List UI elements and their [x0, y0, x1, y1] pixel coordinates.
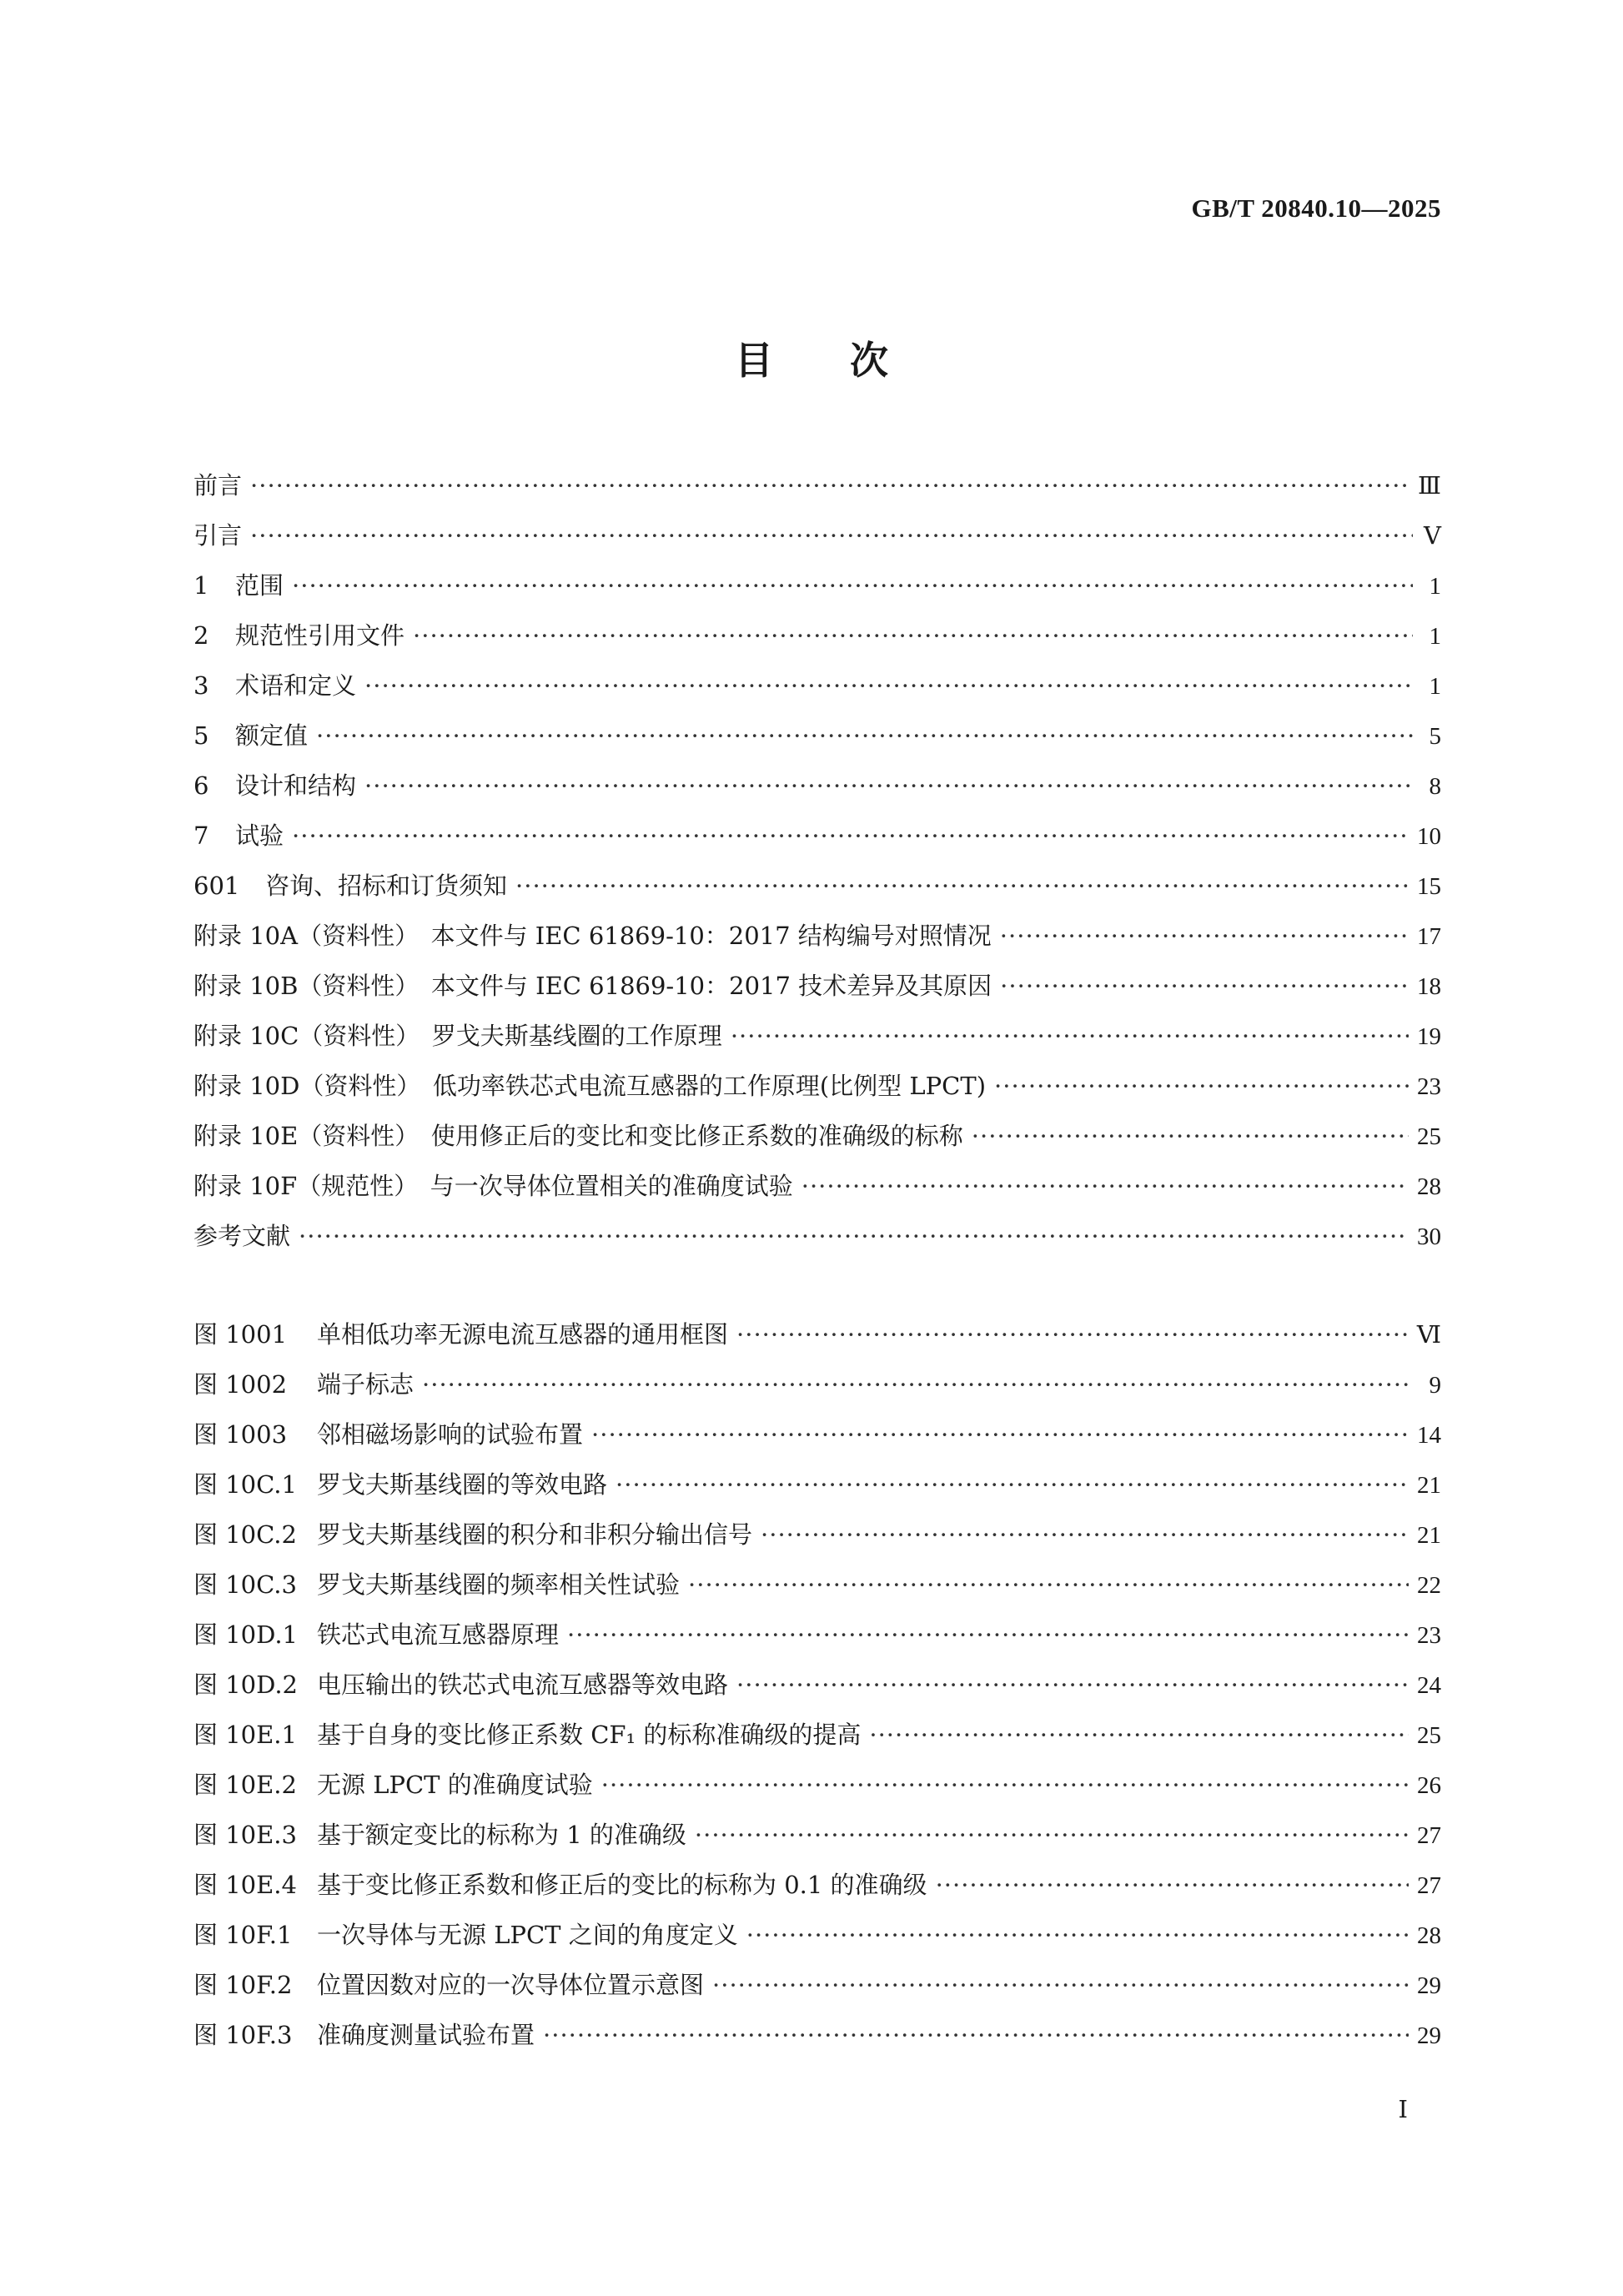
toc-entry-title: 额定值	[235, 721, 309, 750]
toc-entry-introduction[interactable]	[193, 510, 1441, 560]
dot-leader	[250, 460, 1409, 510]
figure-title: 电压输出的铁芯式电流互感器等效电路	[317, 1671, 729, 1699]
toc-entry-title: 咨询、招标和订货须知	[265, 872, 508, 900]
toc-entry-number: 6	[193, 771, 209, 800]
figure-title: 位置因数对应的一次导体位置示意图	[317, 1971, 705, 1999]
page-title: 目次	[735, 338, 965, 383]
dot-leader	[292, 811, 1409, 861]
figure-entry-label	[193, 1660, 728, 1710]
figure-entry-label	[193, 1710, 861, 1760]
figure-title: 单相低功率无源电流互感器的通用框图	[317, 1320, 729, 1349]
figure-entry-label	[193, 1960, 704, 2010]
figure-entry-10d1[interactable]	[193, 1610, 1441, 1660]
toc-entry-label: 参考文献	[193, 1222, 291, 1250]
dot-leader	[736, 1309, 1409, 1359]
dot-leader	[616, 1459, 1409, 1510]
toc-entry-section-2[interactable]	[193, 610, 1441, 661]
dot-leader	[591, 1409, 1409, 1459]
figure-title: 罗戈夫斯基线圈的积分和非积分输出信号	[317, 1520, 753, 1549]
toc-entry-section-1[interactable]	[193, 560, 1441, 610]
toc-entry-label: 附录 10E（资料性） 使用修正后的变比和变比修正系数的准确级的标称	[193, 1122, 963, 1150]
toc-entry-bibliography[interactable]	[193, 1211, 1441, 1261]
dot-leader	[1000, 911, 1409, 961]
dot-leader	[936, 1860, 1409, 1910]
dot-leader	[567, 1610, 1409, 1660]
toc-entry-label	[193, 560, 284, 610]
toc-entry-page: Ⅲ	[1418, 473, 1441, 500]
dot-leader	[731, 1011, 1409, 1061]
toc-entry-label	[193, 761, 356, 811]
figure-entry-label	[193, 1359, 414, 1409]
figure-title: 无源 LPCT 的准确度试验	[317, 1771, 593, 1799]
figure-entry-10c2[interactable]	[193, 1510, 1441, 1560]
figure-entry-10f1[interactable]	[193, 1910, 1441, 1960]
figure-number: 图 10C.3	[193, 1570, 297, 1599]
toc-entry-page: Ⅴ	[1424, 523, 1441, 550]
toc-entry-label	[193, 661, 356, 711]
figure-number: 图 10D.2	[193, 1671, 299, 1699]
toc-entry-page: 19	[1417, 1023, 1441, 1050]
toc-entry-number: 3	[193, 671, 209, 700]
dot-leader	[994, 1061, 1409, 1111]
toc-entry-number: 7	[193, 821, 209, 850]
figure-entry-page: 27	[1417, 1872, 1441, 1899]
figure-number: 图 1001	[193, 1320, 288, 1349]
toc-entry-page: 5	[1429, 723, 1441, 750]
figure-title: 铁芯式电流互感器原理	[317, 1620, 560, 1649]
toc-entry-label: 引言	[193, 521, 243, 550]
dot-leader	[413, 610, 1413, 661]
figure-entry-1003[interactable]	[193, 1409, 1441, 1459]
dot-leader	[746, 1910, 1409, 1960]
toc-entry-annex-10b[interactable]	[193, 961, 1441, 1011]
dot-leader	[869, 1710, 1409, 1760]
dot-leader	[801, 1161, 1409, 1211]
toc-entry-page: 17	[1417, 923, 1441, 950]
toc-entry-number: 1	[193, 571, 209, 600]
figure-number: 图 10F.1	[193, 1921, 293, 1949]
figure-number: 图 10C.1	[193, 1470, 297, 1499]
toc-entry-number: 5	[193, 721, 209, 750]
toc-entry-label	[193, 811, 284, 861]
dot-leader	[1000, 961, 1409, 1011]
toc-entry-foreword[interactable]	[193, 460, 1441, 510]
figure-entry-page: 29	[1417, 1972, 1441, 1999]
figure-entry-10e1[interactable]	[193, 1710, 1441, 1760]
dot-leader	[543, 2010, 1409, 2060]
figure-number: 图 10D.1	[193, 1620, 299, 1649]
figure-entry-10d2[interactable]	[193, 1660, 1441, 1710]
figure-entry-page: 21	[1417, 1472, 1441, 1499]
dot-leader	[299, 1211, 1409, 1261]
figure-entry-label	[193, 1409, 583, 1459]
toc-entry-page: 15	[1417, 873, 1441, 900]
figure-entry-label	[193, 1459, 607, 1510]
figure-number: 图 1002	[193, 1370, 288, 1399]
figure-entry-page: 27	[1417, 1822, 1441, 1849]
figure-entry-page: 24	[1417, 1672, 1441, 1699]
toc-entry-section-601[interactable]	[193, 861, 1441, 911]
dot-leader	[736, 1660, 1409, 1710]
toc-entry-annex-10a[interactable]	[193, 911, 1441, 961]
figure-entry-page: 14	[1417, 1422, 1441, 1449]
toc-entry-page: 28	[1417, 1173, 1441, 1200]
figure-title: 罗戈夫斯基线圈的频率相关性试验	[317, 1570, 681, 1599]
dot-leader	[972, 1111, 1409, 1161]
toc-entry-label	[193, 861, 507, 911]
dot-leader	[292, 560, 1413, 610]
toc-entry-section-6[interactable]	[193, 761, 1441, 811]
toc-entry-page: 1	[1429, 673, 1441, 700]
toc-entry-annex-10d[interactable]	[193, 1061, 1441, 1111]
figure-title: 准确度测量试验布置	[317, 2021, 535, 2049]
toc-entry-label: 附录 10D（资料性） 低功率铁芯式电流互感器的工作原理(比例型 LPCT)	[193, 1072, 987, 1100]
figure-title: 罗戈夫斯基线圈的等效电路	[317, 1470, 608, 1499]
toc-entry-page: 1	[1429, 623, 1441, 650]
figure-entry-1001[interactable]	[193, 1309, 1441, 1359]
figure-title: 一次导体与无源 LPCT 之间的角度定义	[317, 1921, 738, 1949]
toc-entry-label: 附录 10F（规范性） 与一次导体位置相关的准确度试验	[193, 1172, 793, 1200]
toc-entry-title: 设计和结构	[235, 771, 357, 800]
dot-leader	[712, 1960, 1409, 2010]
figure-entry-label	[193, 1760, 593, 1810]
toc-entry-title: 范围	[235, 571, 284, 600]
figure-title: 基于变比修正系数和修正后的变比的标称为 0.1 的准确级	[317, 1871, 927, 1899]
figure-entry-label	[193, 1610, 559, 1660]
list-of-figures	[193, 1309, 1441, 2060]
dot-leader	[422, 1359, 1413, 1409]
figure-entry-label	[193, 1810, 686, 1860]
toc-entry-page: 1	[1429, 573, 1441, 600]
table-of-contents	[193, 460, 1441, 1261]
figure-entry-label	[193, 1860, 927, 1910]
standard-code: GB/T 20840.10—2025	[1191, 193, 1441, 223]
figure-entry-page: 21	[1417, 1522, 1441, 1549]
dot-leader	[688, 1560, 1409, 1610]
toc-entry-number: 601	[193, 872, 240, 900]
figure-entry-page: 23	[1417, 1622, 1441, 1649]
toc-entry-page: 23	[1417, 1073, 1441, 1100]
figure-title: 基于自身的变比修正系数 CF₁ 的标称准确级的提高	[317, 1721, 862, 1749]
figure-title: 基于额定变比的标称为 1 的准确级	[317, 1821, 686, 1849]
dot-leader	[364, 661, 1413, 711]
toc-entry-label: 附录 10A（资料性） 本文件与 IEC 61869-10：2017 结构编号对照情况	[193, 922, 992, 950]
figure-entry-10f3[interactable]	[193, 2010, 1441, 2060]
figure-entry-page: 26	[1417, 1772, 1441, 1799]
figure-entry-10e3[interactable]	[193, 1810, 1441, 1860]
figure-number: 图 10E.3	[193, 1821, 297, 1849]
figure-entry-page: 25	[1417, 1722, 1441, 1749]
toc-entry-label: 前言	[193, 471, 243, 500]
page-number: Ⅰ	[1398, 2097, 1408, 2123]
figure-entry-label	[193, 1560, 680, 1610]
figure-entry-page: 9	[1429, 1372, 1441, 1399]
figure-entry-page: 22	[1417, 1572, 1441, 1599]
toc-entry-annex-10e[interactable]	[193, 1111, 1441, 1161]
figure-entry-10c1[interactable]	[193, 1459, 1441, 1510]
figure-number: 图 10C.2	[193, 1520, 297, 1549]
figure-entry-10f2[interactable]	[193, 1960, 1441, 2010]
toc-entry-title: 试验	[235, 821, 284, 850]
figure-title: 端子标志	[317, 1370, 415, 1399]
figure-entry-10e2[interactable]	[193, 1760, 1441, 1810]
toc-entry-label	[193, 711, 308, 761]
figure-number: 图 10E.1	[193, 1721, 297, 1749]
toc-entry-section-5[interactable]	[193, 711, 1441, 761]
figure-entry-page: Ⅵ	[1416, 1322, 1441, 1349]
toc-entry-section-7[interactable]	[193, 811, 1441, 861]
figure-entry-page: 29	[1417, 2022, 1441, 2049]
toc-entry-label: 附录 10B（资料性） 本文件与 IEC 61869-10：2017 技术差异及其原因	[193, 972, 992, 1000]
dot-leader	[364, 761, 1413, 811]
figure-entry-label	[193, 1510, 752, 1560]
figure-entry-label	[193, 1309, 728, 1359]
figure-number: 图 10E.4	[193, 1871, 297, 1899]
dot-leader	[601, 1760, 1409, 1810]
dot-leader	[250, 510, 1413, 560]
dot-leader	[761, 1510, 1409, 1560]
toc-entry-page: 10	[1417, 823, 1441, 850]
figure-entry-10c3[interactable]	[193, 1560, 1441, 1610]
figure-entry-10e4[interactable]	[193, 1860, 1441, 1910]
figure-entry-page: 28	[1417, 1922, 1441, 1949]
figure-number: 图 10F.2	[193, 1971, 293, 1999]
toc-entry-annex-10f[interactable]	[193, 1161, 1441, 1211]
toc-entry-page: 18	[1417, 973, 1441, 1000]
figure-entry-label	[193, 1910, 738, 1960]
figure-number: 图 10F.3	[193, 2021, 293, 2049]
toc-entry-page: 8	[1429, 773, 1441, 800]
toc-entry-section-3[interactable]	[193, 661, 1441, 711]
toc-entry-annex-10c[interactable]	[193, 1011, 1441, 1061]
dot-leader	[695, 1810, 1409, 1860]
figure-entry-1002[interactable]	[193, 1359, 1441, 1409]
figure-number: 图 10E.2	[193, 1771, 297, 1799]
figure-entry-label	[193, 2010, 535, 2060]
figure-number: 图 1003	[193, 1420, 288, 1449]
toc-entry-number: 2	[193, 621, 209, 650]
dot-leader	[515, 861, 1409, 911]
toc-entry-page: 25	[1417, 1123, 1441, 1150]
toc-entry-label: 附录 10C（资料性） 罗戈夫斯基线圈的工作原理	[193, 1022, 722, 1050]
toc-entry-title: 术语和定义	[235, 671, 357, 700]
toc-entry-label	[193, 610, 404, 661]
dot-leader	[316, 711, 1413, 761]
toc-entry-title: 规范性引用文件	[235, 621, 405, 650]
toc-entry-page: 30	[1417, 1223, 1441, 1250]
figure-title: 邻相磁场影响的试验布置	[317, 1420, 584, 1449]
